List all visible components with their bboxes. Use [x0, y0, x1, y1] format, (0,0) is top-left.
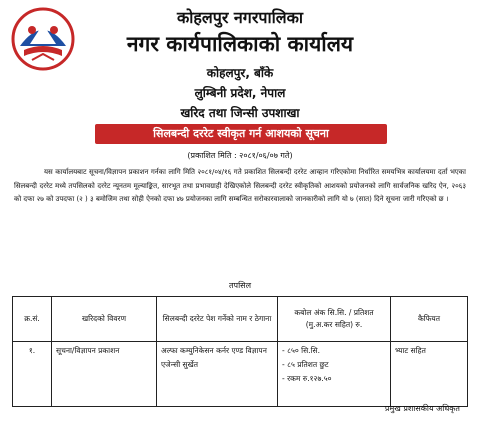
amount-line: - ८५ प्रतिशत छुट [282, 360, 329, 369]
notice-body: यस कार्यालयबाट सूचना/विज्ञापन प्रकाशन गर्नका लागि मिति २०८१/०४/१६ गते प्रकाशित सिलबन्दी दररेट आव्हान गरिएकोमा निर्धारित समयभित्र कार्यालयमा दर्ता भएका सिलबन्दी दररेट मध्ये तपसिलको दररेट न्यूनतम मूल्याङ्कित, सारभूत तथा प्रभावग्राही देखिएकोले सिलबन्दी दररेट स्वीकृतिको आशयको प्रयोजनको लागि सार्वजनिक खरिद ऐन, २०६३ को दफा २७ को उपदफा (२ ) ३ बमोजिम तथा सोही ऐनको दफा ४७ प्रयोजनका लागि सम्बन्धित सरोकारवालाको जानकारीको लागि यो ७ (सात) दिने सूचना जारी गरिएको छ । [14, 168, 466, 203]
cell-purchase: सूचना/विज्ञापन प्रकाशन [52, 342, 157, 407]
amount-line: - रकम रु.१२७.५० [282, 374, 332, 383]
municipality-name: कोहलपुर नगरपालिका [176, 8, 304, 27]
header-bidder: सिलबन्दी दररेट पेश गर्नेको नाम र ठेगाना [157, 297, 278, 342]
table-title: तपसिल [228, 281, 251, 290]
published-date: (प्रकाशित मिति : २०८१/०६/०७ गते) [187, 151, 293, 160]
office-address: कोहलपुर, बाँके [206, 66, 274, 80]
table-header-row [13, 297, 468, 342]
table-row [13, 342, 468, 407]
notice-title: सिलबन्दी दररेट स्वीकृत गर्न आशयको सूचना [95, 124, 387, 144]
signer-title: प्रमुख प्रशासकीय अधिकृत [384, 404, 460, 413]
amount-line: - ८५० सि.सि. [282, 346, 320, 355]
province-name: लुम्बिनी प्रदेश, नेपाल [194, 86, 286, 100]
cell-bidder: अल्फा कम्युनिकेसन कर्नर एण्ड विज्ञापन एजेन्सी सुर्खेत [157, 342, 278, 407]
office-name: नगर कार्यपालिकाको कार्यालय [126, 32, 354, 56]
bid-table [12, 296, 468, 407]
cell-amount [278, 342, 391, 407]
header-amount: कबोल अंक सि.सि. / प्रतिशत (मु.अ.कर सहित) रु. [278, 297, 391, 342]
cell-remarks: भ्याट सहित [391, 342, 468, 407]
header-remarks: कैफियत [391, 297, 468, 342]
header-purchase: खरिदको विवरण [52, 297, 157, 342]
cell-sn: १. [13, 342, 52, 407]
section-name: खरिद तथा जिन्सी उपशाखा [180, 106, 300, 120]
header-sn: क्र.सं. [13, 297, 52, 342]
